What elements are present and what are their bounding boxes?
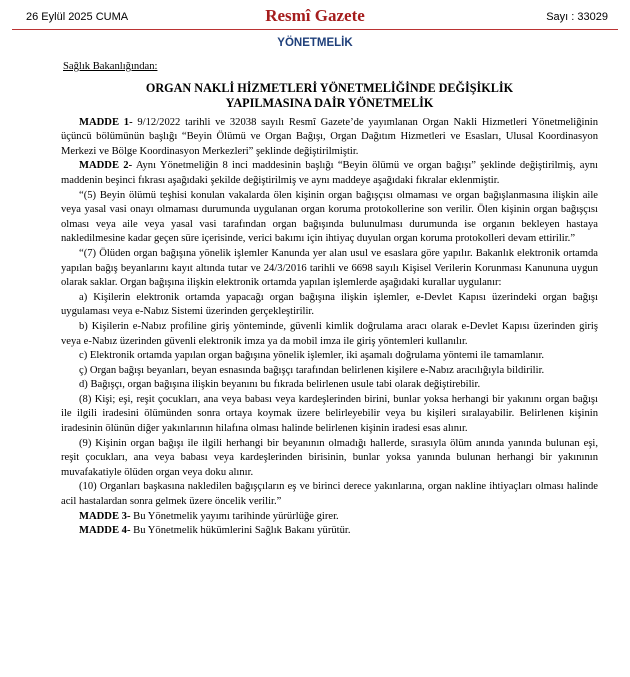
regulation-title-line-1: ORGAN NAKLİ HİZMETLERİ YÖNETMELİĞİNDE DEĞİŞİKLİK xyxy=(145,80,514,95)
article-2-label: MADDE 2- xyxy=(79,160,133,172)
issue-number: Sayı : 33029 xyxy=(546,11,608,23)
regulation-title xyxy=(61,81,598,111)
ministry-name: Sağlık Bakanlığından: xyxy=(63,61,158,72)
paragraph-5: “(5) Beyin ölümü teşhisi konulan vakalarda ölen kişinin organ bağışçısı olmaması ve organ bağışlanmasına ilişkin aile veya yasal vasi onayı olmaması durumunda uygulanan organ koruma protokollerine son verilir. Ölen kişinin organ bağışçısı olması veya aile veya yasal vasi tarafından organ bağışında bulunulması durumunda ise organın bekleyen hastaya nakledilmesine kadar geçen süre içerisinde, verici bakımı için ihtiyaç duyulan organ koruma protokolleri devam ettirilir.” xyxy=(61,189,598,245)
article-1-text: 9/12/2022 tarihli ve 32038 sayılı Resmî Gazete’de yayımlanan Organ Nakli Hizmetleri Yönetmeliğinin üçüncü bölümünün başlığı “Beyin Ölümü ve Organ Bağışı, Organ Dağıtım Hizmetleri ve Esasları, Ulusal Koordinasyon Merkezi ve Bölge Koordinasyon Merkezleri” şeklinde değiştirilmiştir. xyxy=(61,116,598,157)
clause-cedilla-c: ç) Organ bağışı beyanları, beyan esnasında bağışçı tarafından belirlenen kişilere e-Nabız aracılığıyla bildirilir. xyxy=(79,364,545,376)
article-1 xyxy=(61,116,598,160)
clause-b: b) Kişilerin e-Nabız profiline giriş yönteminde, güvenli kimlik doğrulama aracı olarak e-Devlet Kapısı üzerinden giriş veya e-Nabız üzerinden güvenli elektronik imza ya da mobil imza ile giriş yöntemleri kullanılır. xyxy=(61,320,598,347)
article-3-label: MADDE 3- xyxy=(79,510,131,522)
paragraph-7: “(7) Ölüden organ bağışına yönelik işlemler Kanunda yer alan usul ve esaslara göre yapılır. Bakanlık elektronik ortamda yapılan bağış beyanlarını kayıt altında tutar ve 24/3/2016 tarihli ve 6698 sayılı Kişisel Verilerin Korunması Kanununa uygun olarak saklar. Organ bağışına ilişkin elektronik ortamda yapılan işlemlerde aşağıdaki kurallar uygulanır: xyxy=(61,247,598,289)
article-2 xyxy=(61,159,598,188)
clause-c: c) Elektronik ortamda yapılan organ bağışına yönelik işlemler, iki aşamalı doğrulama yöntemi ile tamamlanır. xyxy=(79,350,545,362)
regulation-document xyxy=(61,60,598,539)
section-title: YÖNETMELİK xyxy=(277,37,353,49)
article-2-text: Aynı Yönetmeliğin 8 inci maddesinin başlığı “Beyin ölümü ve organ bağışı” şeklinde değiştirilmiş, aynı maddenin beşinci fıkrası aşağıdaki şekilde değiştirilmiş ve aynı maddeye aşağıdaki fıkralar eklenmiştir. xyxy=(61,160,598,186)
article-3-text: Bu Yönetmelik yayımı tarihinde yürürlüğe girer. xyxy=(130,510,339,522)
gazette-header xyxy=(12,4,618,30)
article-4-text: Bu Yönetmelik hükümlerini Sağlık Bakanı yürütür. xyxy=(130,525,351,537)
paragraph-10: (10) Organları başkasına nakledilen bağışçıların eş ve birinci derece yakınlarına, organ nakline ihtiyaçları olması halinde acil hastalardan sonra gelmek üzere öncelik verilir.” xyxy=(61,481,598,508)
article-3 xyxy=(61,510,598,525)
header-divider xyxy=(12,29,618,30)
article-4 xyxy=(61,524,598,539)
clause-a: a) Kişilerin elektronik ortamda yapacağı organ bağışına ilişkin işlemler, e-Devlet Kapısı üzerindeki organ bağışı uygulaması veya e-Nabız Sistemi üzerinden gerçekleştirilir. xyxy=(61,291,598,318)
paragraph-8: (8) Kişi; eşi, reşit çocukları, ana veya babası veya kardeşlerinden birini, bunlar yoksa herhangi bir yakınını organ bağışı ile ilgili iradesini ölümünden sonra ortaya koymak üzere belirleyebilir veya bu kişileri sıralayabilir. Belirlenen kişinin iradesinin ölünün diğer yakınlarının hilafına olması halinde belirlenen kişinin iradesi esas alınır. xyxy=(61,393,598,435)
issue-date: 26 Eylül 2025 CUMA xyxy=(26,11,129,23)
clause-d: d) Bağışçı, organ bağışına ilişkin beyanını bu fıkrada belirlenen usule tabi olarak değiştirebilir. xyxy=(79,379,481,391)
article-1-label: MADDE 1- xyxy=(79,116,133,128)
paragraph-9: (9) Kişinin organ bağışı ile ilgili herhangi bir beyanının olmadığı hallerde, sırasıyla ölüm anında yanında bulunan eşi, reşit çocukları, ana veya babası veya kardeşlerinden birisinin, bunlar yoksa yanında bulunan herhangi bir yakınının muvafakatiyle ölüden organ veya doku alınır. xyxy=(61,437,598,478)
article-4-label: MADDE 4- xyxy=(79,525,131,537)
gazette-title: Resmî Gazete xyxy=(265,6,365,25)
regulation-title-line-2: YAPILMASINA DAİR YÖNETMELİK xyxy=(225,95,434,110)
